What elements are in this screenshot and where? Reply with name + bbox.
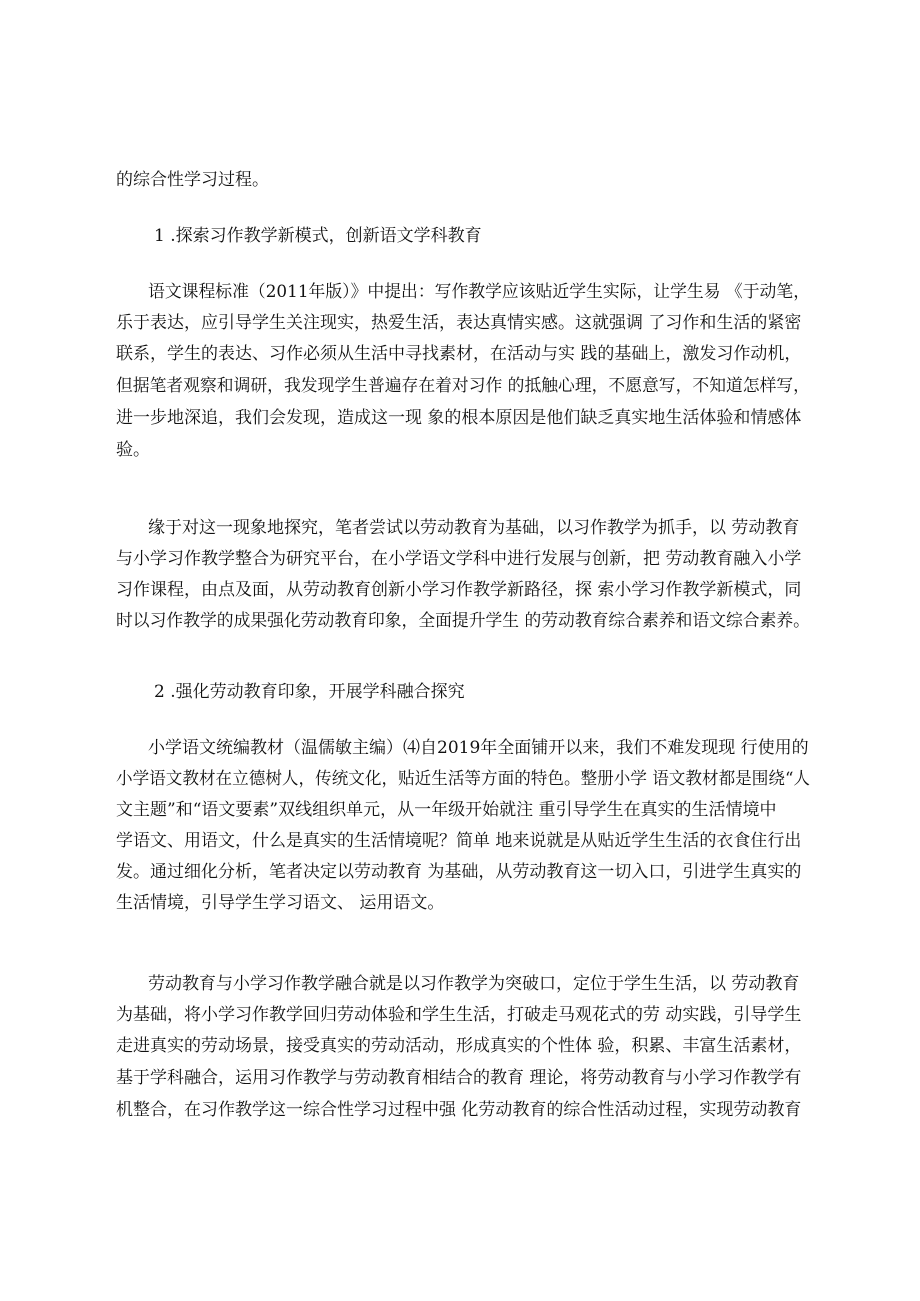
text-line: 时以习作教学的成果强化劳动教育印象，全面提升学生 的劳动教育综合素养和语文综合素养。 — [116, 611, 810, 631]
text-line: 验。 — [116, 440, 150, 460]
text-line: 语文课程标准（2011年版）》中提出：写作教学应该贴近学生实际，让学生易 《于动笔， — [148, 282, 811, 302]
text-line: 习作课程，由点及面，从劳动教育创新小学习作教学新路径，探 索小学习作教学新模式，同 — [116, 580, 802, 600]
text-line: 乐于表达，应引导学生关注现实，热爱生活，表达真情实感。这就强调 了习作和生活的紧密 — [116, 313, 802, 333]
text-line: 生活情境，引导学生学习语文、 运用语文。 — [116, 893, 445, 913]
text-line: 但据笔者观察和调研，我发现学生普遍存在着对习作 的抵触心理，不愿意写，不知道怎样写， — [116, 376, 810, 396]
text-line: 联系，学生的表达、习作必须从生活中寻找素材，在活动与实 践的基础上，激发习作动机， — [116, 344, 802, 364]
text-line: 缘于对这一现象地探究，笔者尝试以劳动教育为基础，以习作教学为抓手，以 劳动教育 — [148, 518, 800, 538]
text-line: 机整合，在习作教学这一综合性学习过程中强 化劳动教育的综合性活动过程，实现劳动教育 — [116, 1100, 802, 1120]
text-line: 劳动教育与小学习作教学融合就是以习作教学为突破口，定位于学生生活，以 劳动教育 — [148, 974, 800, 994]
text-line: 走进真实的劳动场景，接受真实的劳动活动，形成真实的个性体 验，积累、丰富生活素材， — [116, 1036, 802, 1056]
heading-text: 1 .探索习作教学新模式，创新语文学科教育 — [154, 226, 482, 246]
text-line: 发。通过细化分析，笔者决定以劳动教育 为基础，从劳动教育这一切入口，引进学生真实的 — [116, 862, 802, 882]
text-line: 小学语文教材在立德树人，传统文化，贴近生活等方面的特色。整册小学 语文教材都是围绕“人 — [116, 769, 811, 789]
text-line: 进一步地深追，我们会发现，造成这一现 象的根本原因是他们缺乏真实地生活体验和情感体 — [116, 408, 802, 428]
text-line: 的综合性学习过程。 — [116, 170, 269, 190]
text-line: 文主题”和“语文要素”双线组织单元，从一年级开始就注 重引导学生在真实的生活情境中 — [116, 800, 777, 820]
text-line: 基于学科融合，运用习作教学与劳动教育相结合的教育 理论，将劳动教育与小学习作教学有 — [116, 1068, 802, 1088]
heading-text: 2 .强化劳动教育印象，开展学科融合探究 — [154, 682, 465, 702]
text-line: 与小学习作教学整合为研究平台，在小学语文学科中进行发展与创新，把 劳动教育融入小学 — [116, 549, 802, 569]
text-line: 为基础，将小学习作教学回归劳动体验和学生生活，打破走马观花式的劳 动实践，引导学生 — [116, 1005, 802, 1025]
text-line: 小学语文统编教材（温儒敏主编）⑷自2019年全面铺开以来，我们不难发现现 行使用的 — [148, 738, 809, 758]
text-line: 学语文、用语文，什么是真实的生活情境呢？简单 地来说就是从贴近学生生活的衣食住行出 — [116, 831, 802, 851]
